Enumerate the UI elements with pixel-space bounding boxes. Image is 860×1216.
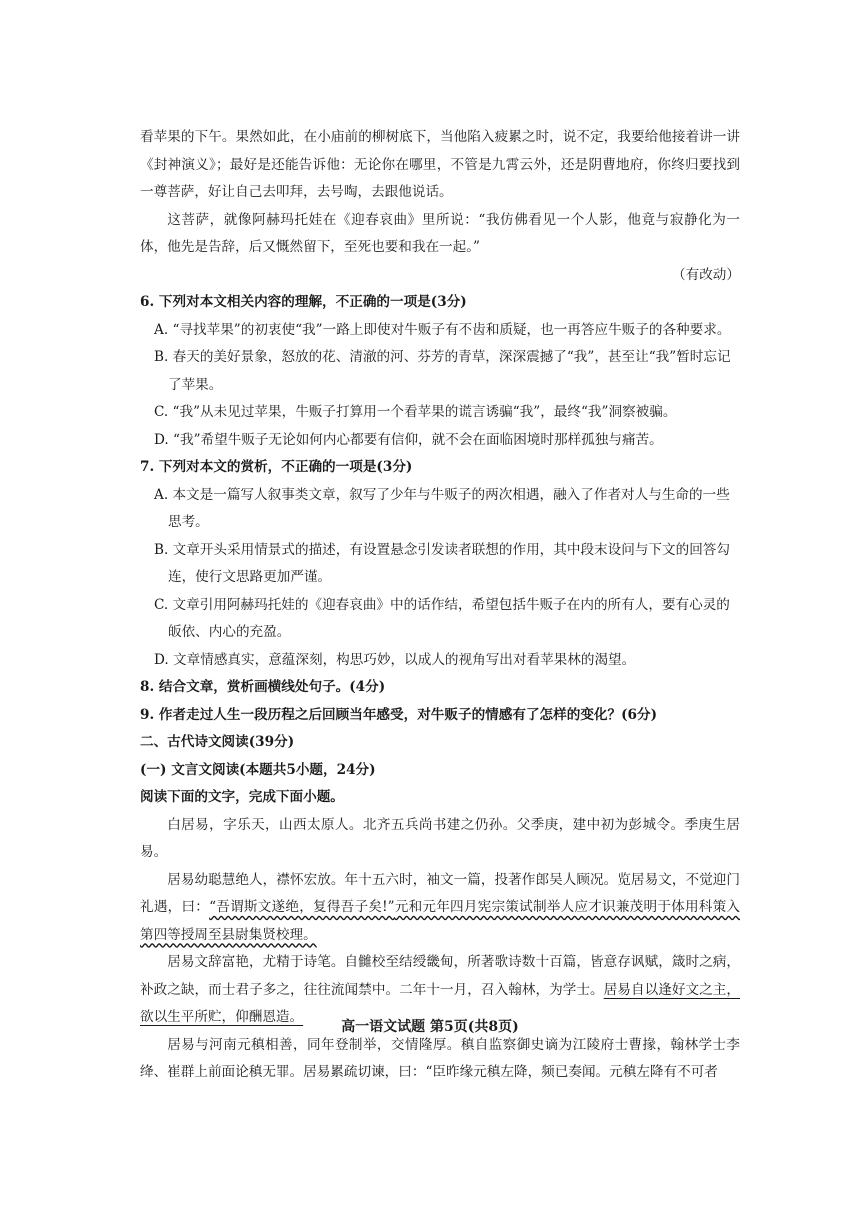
classical-paragraph — [140, 867, 740, 950]
classical-text: 居易幼聪慧绝人，襟怀宏放。年十五六时，袖文一篇，投著作郎吴人顾况。览居易文，不觉迎门礼遇，曰： — [140, 871, 740, 915]
reading-instruction: 阅读下面的文字，完成下面小题。 — [140, 789, 344, 805]
question-7-option-b: B. 文章开头采用情景式的描述，有设置悬念引发读者联想的作用，其中段末设问与下文的回答勾连，使行文思路更加严谨。 — [154, 541, 730, 585]
passage-paragraph: 看苹果的下午。果然如此，在小庙前的柳树底下，当他陷入疲累之时，说不定，我要给他接着讲一讲《封神演义》；最好是还能告诉他：无论你在哪里，不管是九霄云外，还是阴曹地府，你终归要找到一尊菩萨，好让自己去叩拜，去号啕，去跟他说话。 — [140, 129, 740, 200]
question-7-option-a: A. 本文是一篇写人叙事类文章，叙写了少年与牛贩子的两次相遇，融入了作者对人与生命的一些思考。 — [154, 486, 730, 530]
question-7-option-d: D. 文章情感真实，意蕴深刻，构思巧妙，以成人的视角写出对看苹果林的渴望。 — [154, 651, 636, 668]
page-footer: 高一语文试题 第5页(共8页) — [341, 1019, 519, 1035]
question-6-stem: 6. 下列对本文相关内容的理解，不正确的一项是(3分) — [140, 294, 467, 310]
wavy-underlined-sentence: 元和元年四月宪宗策试制举人应才识兼茂明于体用科策入第四等授周至县尉集贤校理。 — [140, 899, 741, 943]
page-content — [140, 124, 740, 1087]
underlined-sentence: 居易自以逢好文之主，欲以生平所贮，仰酬恩造。 — [140, 981, 741, 1025]
question-8: 8. 结合文章，赏析画横线处句子。(4分) — [140, 679, 386, 695]
question-6-option-b: B. 春天的美好景象，怒放的花、清澈的河、芬芳的青草，深深震撼了“我”，甚至让“我”暂时忘记了苹果。 — [154, 349, 731, 393]
classical-text: 居易文辞富艳，尤精于诗笔。自雠校至结绶畿甸，所著歌诗数十百篇，皆意存讽赋，箴时之病，补政之缺，而士君子多之，往往流闻禁中。二年十一月，召入翰林，为学士。 — [140, 954, 740, 998]
section-title: 二、古代诗文阅读(39分) — [140, 734, 295, 750]
wavy-quote: “吾谓斯文遂绝，复得吾子矣!” — [209, 899, 395, 915]
classical-paragraph: 居易与河南元稹相善，同年登制举，交情隆厚。稹自监察御史谪为江陵府士曹掾，翰林学士李绛、崔群上前面论稹无罪。居易累疏切谏，曰：“臣昨缘元稹左降，频已奏闻。元稹左降有不可者 — [140, 1036, 740, 1080]
classical-paragraph: 白居易，字乐天，山西太原人。北齐五兵尚书建之仍孙。父季庚，建中初为彭城令。季庚生居易。 — [140, 816, 740, 860]
question-6-option-c: C. “我”从未见过苹果，牛贩子打算用一个看苹果的谎言诱骗“我”，最终“我”洞察被骗。 — [154, 404, 677, 420]
passage-paragraph: 这菩萨，就像阿赫玛托娃在《迎春哀曲》里所说：“我仿佛看见一个人影，他竟与寂静化为一体，他先是告辞，后又慨然留下，至死也要和我在一起。” — [140, 211, 740, 255]
question-7-stem: 7. 下列对本文的赏析，不正确的一项是(3分) — [140, 459, 413, 475]
question-7-option-c: C. 文章引用阿赫玛托娃的《迎春哀曲》中的话作结，希望包括牛贩子在内的所有人，要有心灵的皈依、内心的充盈。 — [154, 596, 730, 640]
question-6-option-d: D. “我”希望牛贩子无论如何内心都要有信仰，就不会在面临困境时那样孤独与痛苦。 — [154, 431, 663, 448]
source-note: （有改动） — [672, 266, 740, 283]
question-6-option-a: A. “寻找苹果”的初衷使“我”一路上即使对牛贩子有不齿和质疑，也一再答应牛贩子的各种要求。 — [154, 321, 731, 338]
question-9: 9. 作者走过人生一段历程之后回顾当年感受，对牛贩子的情感有了怎样的变化？(6分) — [140, 706, 658, 723]
subsection-title: (一) 文言文阅读(本题共5小题，24分) — [140, 761, 376, 778]
